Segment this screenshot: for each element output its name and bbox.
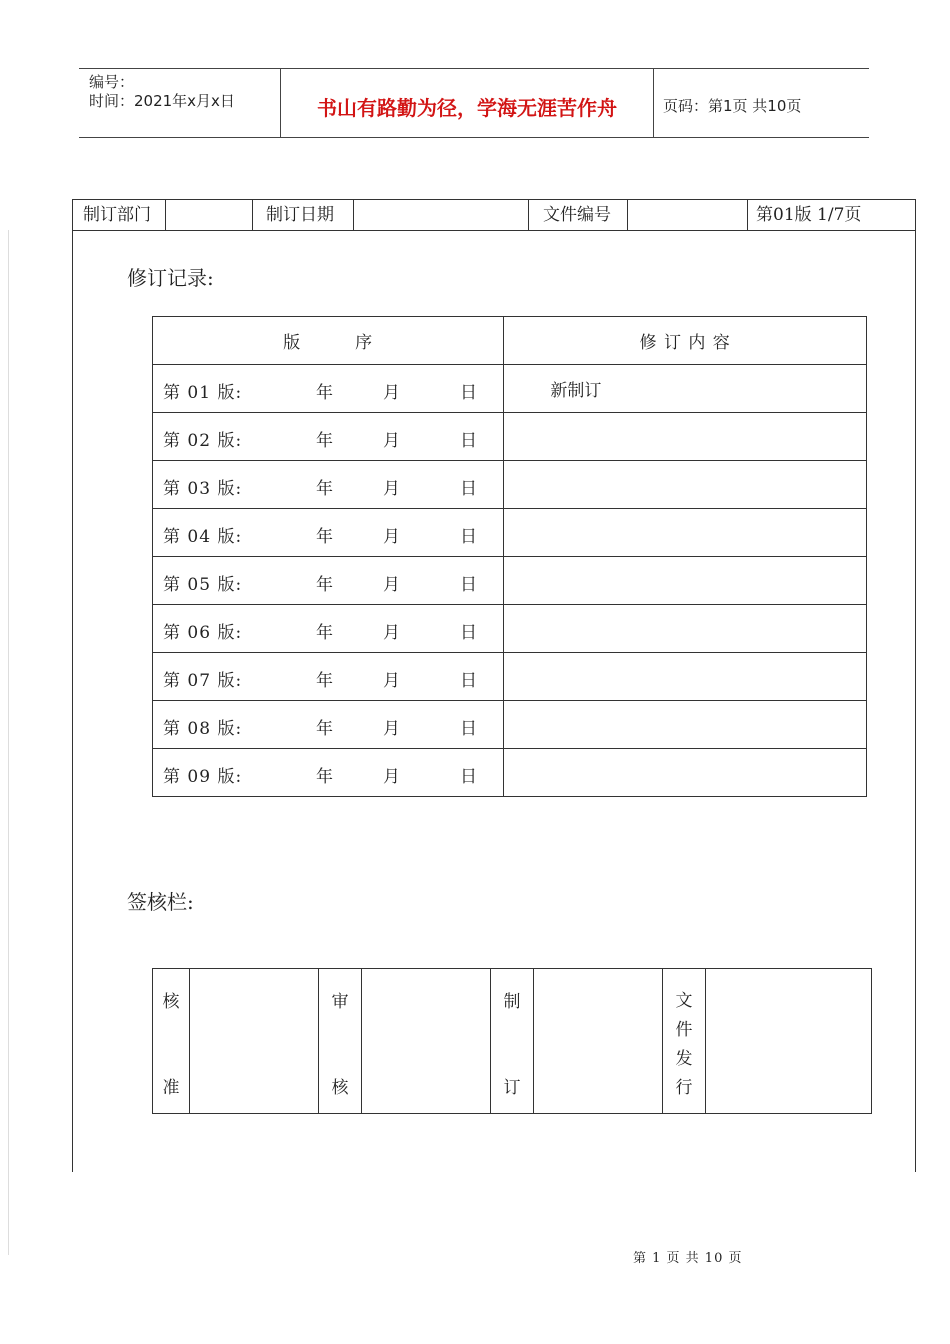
- day-label: 日: [460, 671, 477, 691]
- year-label: 年: [316, 383, 333, 403]
- month-label: 月: [383, 719, 400, 739]
- content-cell[interactable]: [504, 653, 867, 701]
- version-cell: [153, 365, 504, 413]
- version-cell: [153, 749, 504, 797]
- day-label: 日: [460, 527, 477, 547]
- content-cell[interactable]: [504, 461, 867, 509]
- sign-off-row: [153, 969, 872, 1114]
- version-label: 第 06 版:: [163, 623, 243, 643]
- table-row: [153, 653, 867, 701]
- content-cell[interactable]: [504, 509, 867, 557]
- day-label: 日: [460, 479, 477, 499]
- approve-label-cell: [153, 969, 190, 1114]
- make-signature-field[interactable]: [534, 969, 663, 1114]
- date-value[interactable]: [354, 200, 529, 230]
- header-motto-cell: [281, 69, 654, 137]
- year-label: 年: [316, 719, 333, 739]
- review-label-1: 审: [331, 992, 349, 1012]
- version-cell: [153, 557, 504, 605]
- version-label: 第 08 版:: [163, 719, 243, 739]
- table-row: [153, 605, 867, 653]
- header-page-info: 页码：第1页 共10页: [663, 97, 802, 115]
- year-label: 年: [316, 671, 333, 691]
- month-label: 月: [383, 479, 400, 499]
- year-label: 年: [316, 767, 333, 787]
- version-cell: [153, 461, 504, 509]
- issue-label: 文 件 发 行: [675, 991, 693, 1098]
- table-row: [153, 413, 867, 461]
- table-row: [153, 701, 867, 749]
- day-label: 日: [460, 575, 477, 595]
- table-row: [153, 557, 867, 605]
- table-row: [153, 749, 867, 797]
- table-row: [153, 461, 867, 509]
- content-cell[interactable]: [504, 557, 867, 605]
- left-margin-rule: [8, 230, 9, 1255]
- day-label: 日: [460, 719, 477, 739]
- month-label: 月: [383, 671, 400, 691]
- year-label: 年: [316, 575, 333, 595]
- make-label-cell: [491, 969, 534, 1114]
- version-cell: [153, 413, 504, 461]
- month-label: 月: [383, 431, 400, 451]
- col-content-header: 修 订 内 容: [504, 317, 867, 365]
- table-row: [153, 365, 867, 413]
- version-label: 第 05 版:: [163, 575, 243, 595]
- date-label: 制订日期: [253, 200, 354, 230]
- year-label: 年: [316, 479, 333, 499]
- page-footer: 第 1 页 共 10 页: [633, 1251, 743, 1266]
- version-label: 第 09 版:: [163, 767, 243, 787]
- make-label-1: 制: [503, 992, 521, 1012]
- motto-text: 书山有路勤为径，学海无涯苦作舟: [317, 96, 617, 120]
- month-label: 月: [383, 383, 400, 403]
- time-label: 时间：2021年x月x日: [89, 92, 235, 110]
- day-label: 日: [460, 623, 477, 643]
- review-label-cell: [319, 969, 362, 1114]
- month-label: 月: [383, 767, 400, 787]
- dept-label: 制订部门: [73, 200, 166, 230]
- revision-record-title: 修订记录:: [127, 266, 214, 290]
- content-cell[interactable]: [504, 413, 867, 461]
- version-label: 第 07 版:: [163, 671, 243, 691]
- issue-signature-field[interactable]: [706, 969, 872, 1114]
- year-label: 年: [316, 623, 333, 643]
- revision-table: [152, 316, 867, 797]
- version-cell: [153, 653, 504, 701]
- revision-header-row: [153, 317, 867, 365]
- month-label: 月: [383, 575, 400, 595]
- document-header: [79, 68, 869, 138]
- table-row: [153, 509, 867, 557]
- year-label: 年: [316, 431, 333, 451]
- sign-off-title: 签核栏:: [127, 890, 194, 914]
- approve-label-1: 核: [162, 992, 180, 1012]
- sign-off-table: [152, 968, 872, 1114]
- make-label-2: 订: [503, 1078, 521, 1098]
- day-label: 日: [460, 431, 477, 451]
- day-label: 日: [460, 767, 477, 787]
- content-cell[interactable]: 新制订: [504, 365, 867, 413]
- header-info-cell: [79, 69, 281, 137]
- approve-label-2: 准: [162, 1078, 180, 1098]
- review-label-2: 核: [331, 1078, 349, 1098]
- review-signature-field[interactable]: [362, 969, 491, 1114]
- month-label: 月: [383, 527, 400, 547]
- doc-no-value[interactable]: [628, 200, 748, 230]
- content-cell[interactable]: [504, 749, 867, 797]
- version-cell: [153, 605, 504, 653]
- version-label: 第 03 版:: [163, 479, 243, 499]
- doc-no-label: 文件编号: [529, 200, 628, 230]
- content-cell[interactable]: [504, 701, 867, 749]
- version-cell: [153, 509, 504, 557]
- document-meta-row: [73, 200, 915, 231]
- month-label: 月: [383, 623, 400, 643]
- content-cell[interactable]: [504, 605, 867, 653]
- serial-label: 编号：: [89, 73, 135, 91]
- version-label: 第 04 版:: [163, 527, 243, 547]
- approve-signature-field[interactable]: [190, 969, 319, 1114]
- version-label: 第 02 版:: [163, 431, 243, 451]
- dept-value[interactable]: [166, 200, 253, 230]
- issue-label-cell: [663, 969, 706, 1114]
- day-label: 日: [460, 383, 477, 403]
- version-label: 第 01 版:: [163, 383, 243, 403]
- version-cell: [153, 701, 504, 749]
- col-version-header: 版 序: [153, 317, 504, 365]
- header-page-cell: [654, 69, 869, 137]
- version-page-label: 第01版 1/7页: [756, 205, 862, 225]
- year-label: 年: [316, 527, 333, 547]
